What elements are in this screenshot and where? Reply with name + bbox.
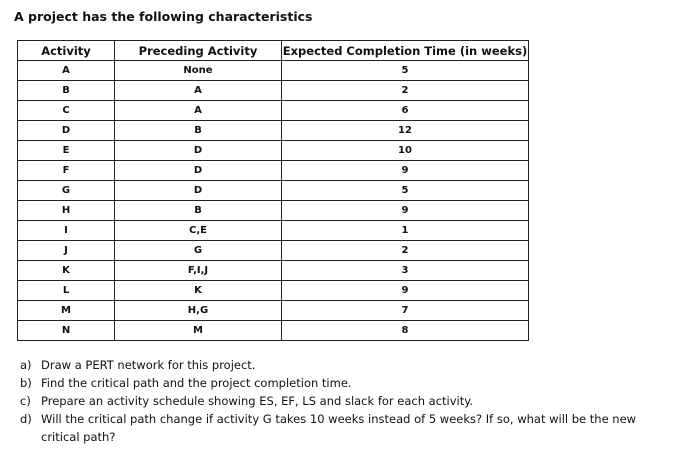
table-row [18, 101, 529, 121]
activity-cell: C [18, 101, 115, 121]
preceding-cell: D [115, 181, 282, 201]
table-row [18, 221, 529, 241]
question-text: Prepare an activity schedule showing ES, EF, LS and slack for each activity. [41, 394, 474, 408]
question-label: c) [20, 394, 31, 408]
table-row [18, 61, 529, 81]
time-cell: 9 [282, 281, 529, 301]
preceding-cell: K [115, 281, 282, 301]
time-cell: 7 [282, 301, 529, 321]
activity-table [17, 40, 529, 341]
table-row [18, 121, 529, 141]
time-cell: 10 [282, 141, 529, 161]
activity-cell: J [18, 241, 115, 261]
time-cell: 12 [282, 121, 529, 141]
time-cell: 3 [282, 261, 529, 281]
table-row [18, 161, 529, 181]
activity-cell: F [18, 161, 115, 181]
table-row [18, 201, 529, 221]
table-row [18, 241, 529, 261]
question-label: b) [20, 376, 32, 390]
activity-cell: B [18, 81, 115, 101]
question-list [20, 356, 670, 446]
question-text: Will the critical path change if activity G takes 10 weeks instead of 5 weeks? If so, what will be the new critical path? [41, 412, 637, 444]
question-text: Find the critical path and the project completion time. [41, 376, 352, 390]
time-cell: 8 [282, 321, 529, 341]
time-cell: 5 [282, 181, 529, 201]
activity-cell: I [18, 221, 115, 241]
question-item [20, 410, 670, 446]
time-cell: 2 [282, 241, 529, 261]
preceding-cell: H,G [115, 301, 282, 321]
preceding-cell: C,E [115, 221, 282, 241]
preceding-cell: D [115, 141, 282, 161]
problem-title: A project has the following characteristics [14, 9, 313, 24]
preceding-cell: A [115, 81, 282, 101]
header-completion-time: Expected Completion Time (in weeks) [282, 41, 529, 61]
question-item [20, 356, 670, 374]
time-cell: 1 [282, 221, 529, 241]
preceding-cell: G [115, 241, 282, 261]
header-activity: Activity [18, 41, 115, 61]
preceding-cell: B [115, 201, 282, 221]
table-row [18, 141, 529, 161]
question-text: Draw a PERT network for this project. [41, 358, 256, 372]
activity-cell: E [18, 141, 115, 161]
activity-cell: D [18, 121, 115, 141]
header-preceding-activity: Preceding Activity [115, 41, 282, 61]
activity-cell: K [18, 261, 115, 281]
time-cell: 2 [282, 81, 529, 101]
preceding-cell: B [115, 121, 282, 141]
table-row [18, 301, 529, 321]
table-row [18, 181, 529, 201]
activity-cell: L [18, 281, 115, 301]
question-label: a) [20, 358, 32, 372]
table-row [18, 281, 529, 301]
preceding-cell: D [115, 161, 282, 181]
table-row [18, 261, 529, 281]
preceding-cell: M [115, 321, 282, 341]
time-cell: 6 [282, 101, 529, 121]
table-row [18, 81, 529, 101]
time-cell: 5 [282, 61, 529, 81]
activity-cell: M [18, 301, 115, 321]
preceding-cell: None [115, 61, 282, 81]
activity-cell: H [18, 201, 115, 221]
time-cell: 9 [282, 201, 529, 221]
question-item [20, 392, 670, 410]
activity-cell: A [18, 61, 115, 81]
time-cell: 9 [282, 161, 529, 181]
activity-cell: G [18, 181, 115, 201]
question-label: d) [20, 412, 32, 426]
preceding-cell: F,I,J [115, 261, 282, 281]
question-item [20, 374, 670, 392]
table-header-row [18, 41, 529, 61]
table-row [18, 321, 529, 341]
preceding-cell: A [115, 101, 282, 121]
activity-cell: N [18, 321, 115, 341]
